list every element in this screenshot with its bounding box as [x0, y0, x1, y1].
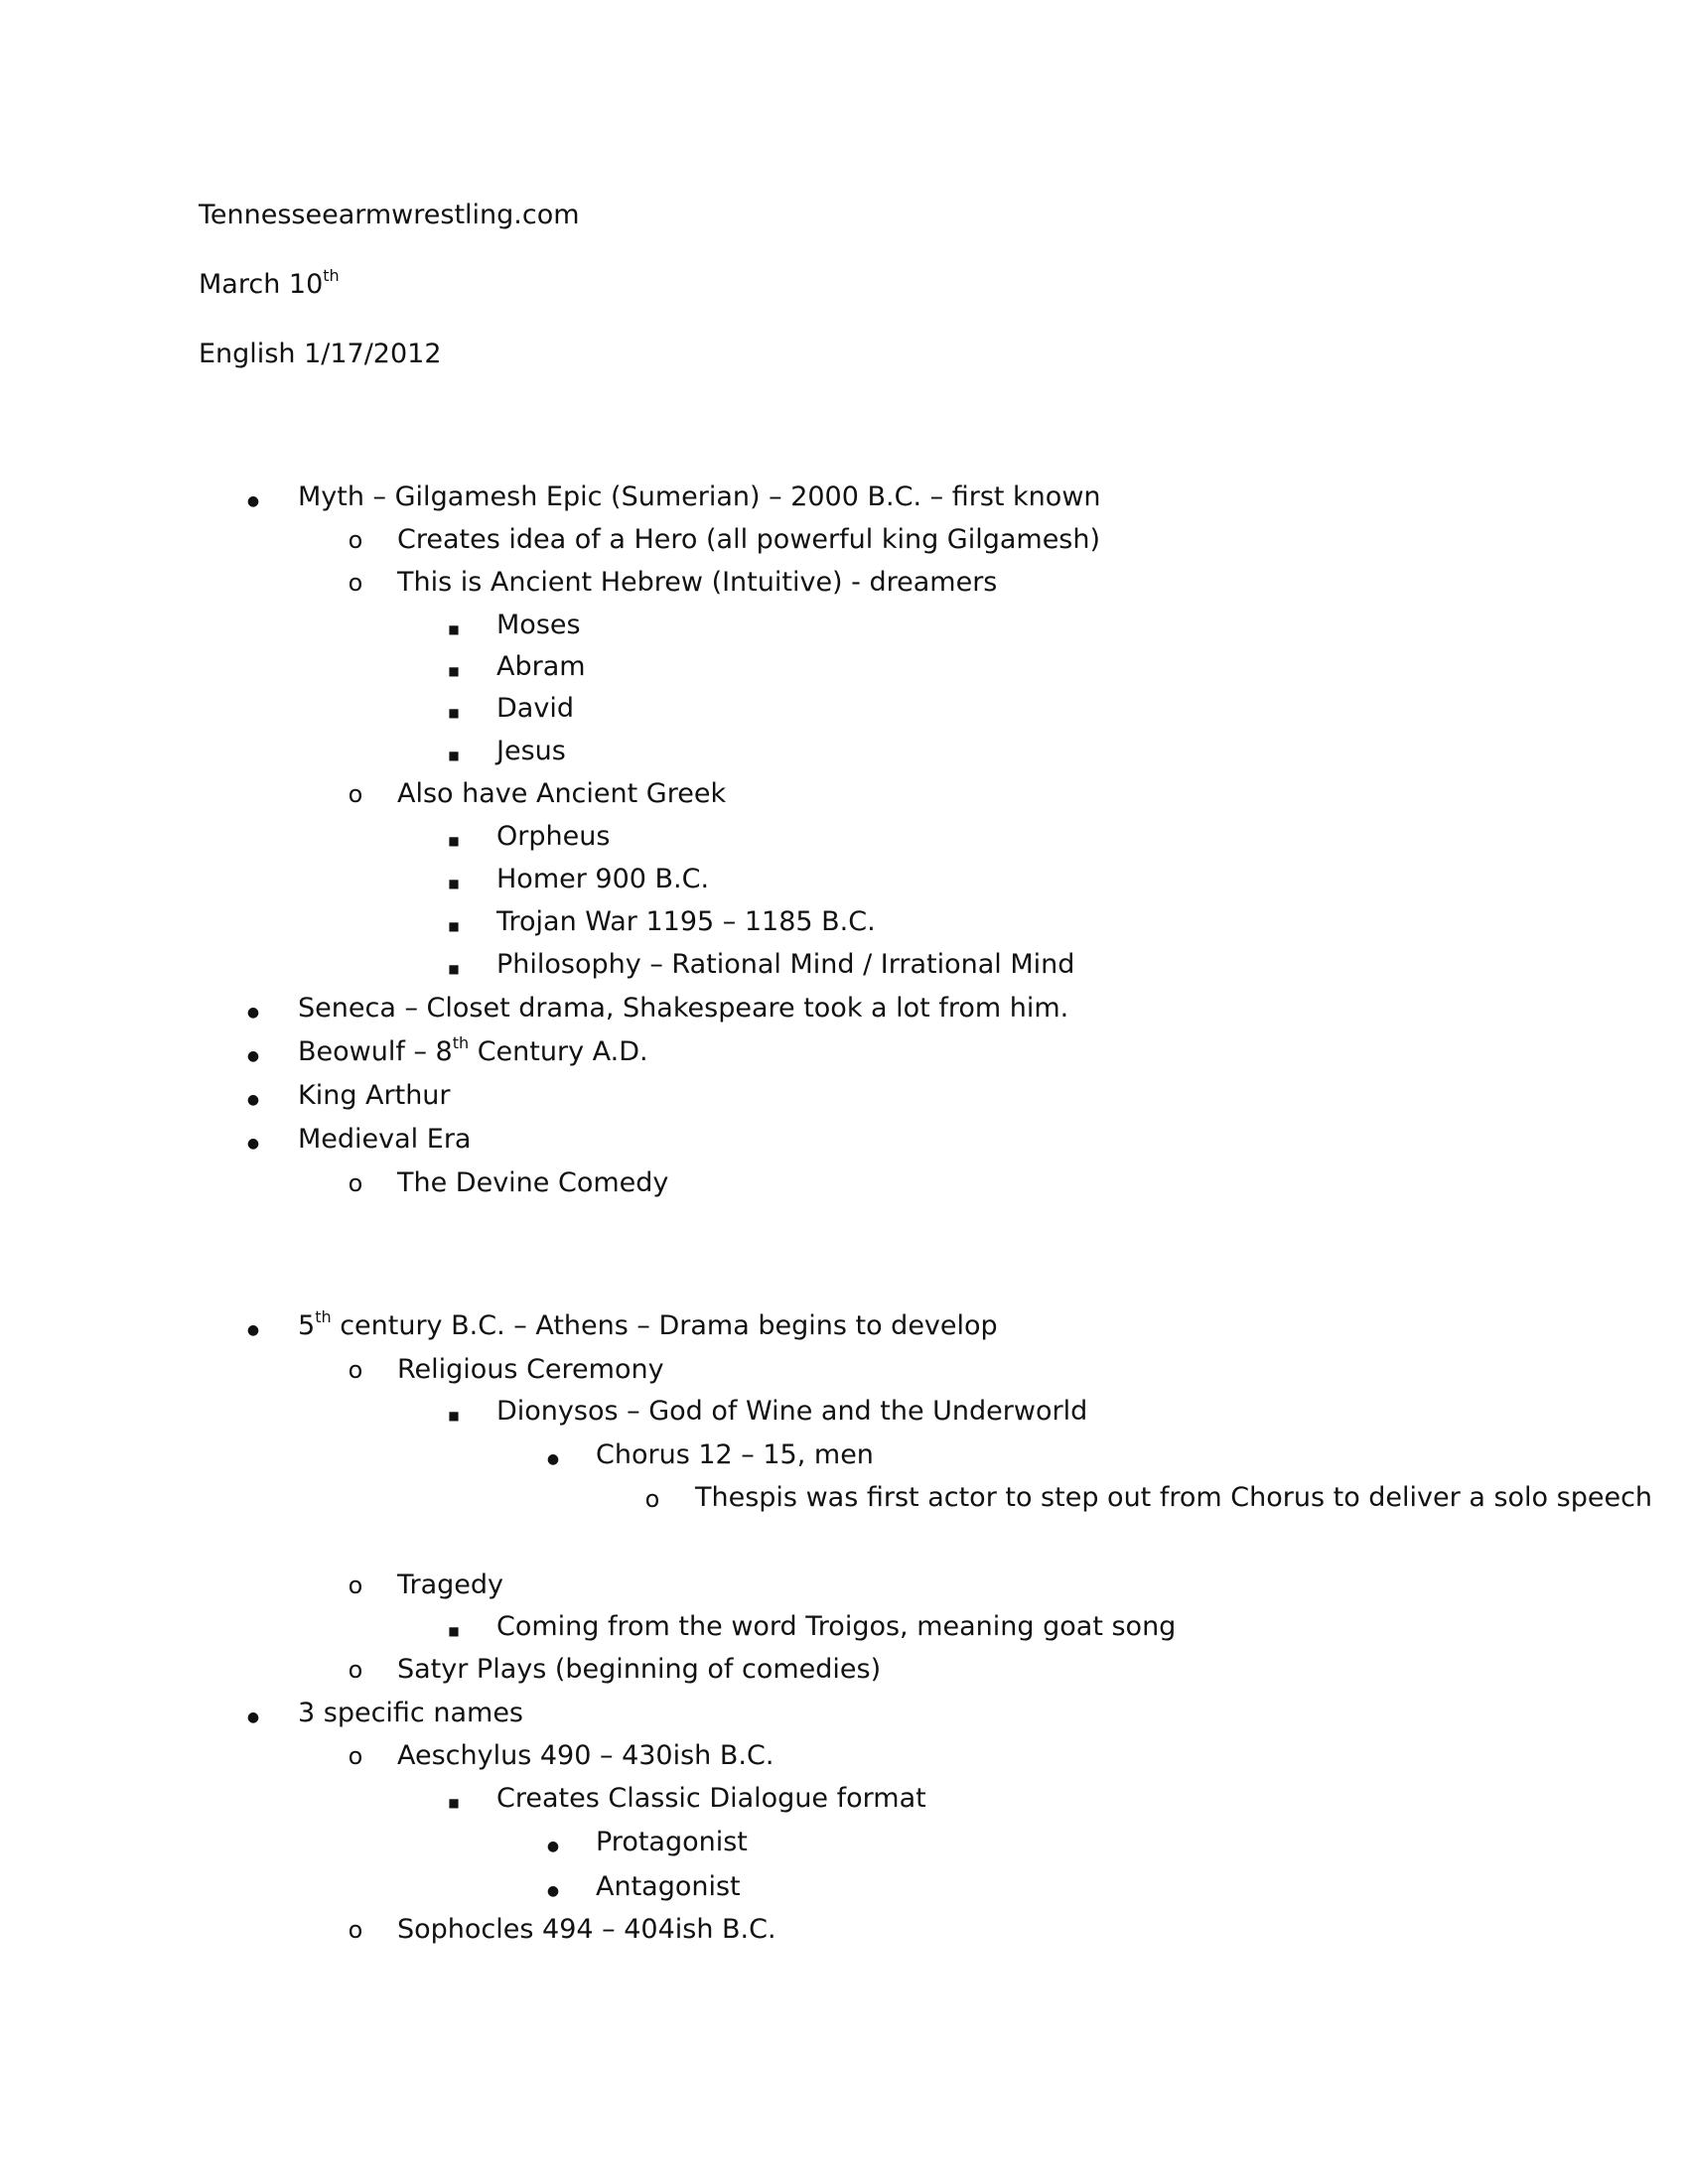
list-item-medieval: Medieval Era — [298, 1124, 472, 1155]
list-item-tragedy: Tragedy — [397, 1570, 504, 1600]
list-item-devine: The Devine Comedy — [397, 1167, 669, 1198]
square-bullet-icon — [444, 735, 464, 772]
list-item-hero: Creates idea of a Hero (all powerful king Gilgamesh) — [397, 524, 1101, 555]
square-bullet-icon — [444, 1395, 464, 1433]
list-item-satyr: Satyr Plays (beginning of comedies) — [397, 1654, 882, 1685]
square-bullet-icon — [444, 609, 464, 646]
bullet-icon — [543, 1826, 563, 1863]
list-item-dialogue: Creates Classic Dialogue format — [496, 1783, 926, 1814]
list-item-philosophy: Philosophy – Rational Mind / Irrational Mind — [496, 949, 1075, 980]
list-item-hebrew: This is Ancient Hebrew (Intuitive) - dreamers — [397, 567, 998, 598]
square-bullet-icon — [444, 948, 464, 986]
square-bullet-icon — [444, 1782, 464, 1820]
site-name: Tennesseearmwrestling.com — [199, 200, 580, 230]
list-item-myth: Myth – Gilgamesh Epic (Sumerian) – 2000 B.C. – first known — [298, 481, 1101, 512]
bullet-icon — [243, 480, 263, 518]
bullet-icon — [243, 992, 263, 1029]
bullet-icon — [243, 1079, 263, 1117]
circle-bullet-icon — [346, 1353, 365, 1387]
date-text: March 10 — [199, 269, 324, 300]
list-item-protagonist: Protagonist — [596, 1827, 748, 1857]
fifth-superscript: th — [315, 1307, 332, 1326]
list-item-aeschylus: Aeschylus 490 – 430ish B.C. — [397, 1740, 774, 1771]
circle-bullet-icon — [346, 566, 365, 600]
list-item-greek: Also have Ancient Greek — [397, 778, 727, 809]
beowulf-text-end: Century A.D. — [469, 1036, 648, 1067]
list-item-trojan: Trojan War 1195 – 1185 B.C. — [496, 906, 876, 937]
list-item-abram: Abram — [496, 651, 586, 682]
list-item-chorus: Chorus 12 – 15, men — [596, 1439, 874, 1470]
circle-bullet-icon — [346, 777, 365, 811]
bullet-icon — [543, 1438, 563, 1476]
circle-bullet-icon — [346, 1569, 365, 1602]
list-item-troigos: Coming from the word Troigos, meaning goat song — [496, 1611, 1177, 1642]
square-bullet-icon — [444, 650, 464, 688]
list-item-david: David — [496, 693, 574, 724]
date-superscript: th — [323, 266, 340, 285]
course-line: English 1/17/2012 — [199, 339, 442, 369]
list-item-seneca: Seneca – Closet drama, Shakespeare took a lot from him. — [298, 993, 1069, 1024]
bullet-icon — [543, 1870, 563, 1908]
list-item-three-names: 3 specific names — [298, 1698, 523, 1728]
fifth-text-end: century B.C. – Athens – Drama begins to develop — [331, 1310, 998, 1341]
square-bullet-icon — [444, 1610, 464, 1648]
square-bullet-icon — [444, 863, 464, 900]
bullet-icon — [243, 1035, 263, 1073]
beowulf-superscript: th — [452, 1033, 470, 1052]
list-item-sophocles: Sophocles 494 – 404ish B.C. — [397, 1914, 776, 1945]
circle-bullet-icon — [346, 523, 365, 557]
beowulf-text: Beowulf – 8 — [298, 1036, 453, 1067]
circle-bullet-icon — [346, 1913, 365, 1947]
fifth-text: 5 — [298, 1310, 316, 1341]
bullet-icon — [243, 1309, 263, 1347]
list-item-arthur: King Arthur — [298, 1080, 451, 1111]
list-item-antagonist: Antagonist — [596, 1871, 741, 1902]
square-bullet-icon — [444, 905, 464, 943]
list-item-moses: Moses — [496, 610, 581, 640]
circle-bullet-icon — [346, 1653, 365, 1687]
circle-bullet-icon — [346, 1739, 365, 1773]
date-line — [199, 268, 340, 302]
circle-bullet-icon — [642, 1482, 662, 1516]
list-item-orpheus: Orpheus — [496, 821, 611, 852]
bullet-icon — [243, 1123, 263, 1160]
list-item-homer: Homer 900 B.C. — [496, 864, 710, 894]
list-item-thespis: Thespis was first actor to step out from Chorus to deliver a solo speech — [695, 1482, 1653, 1513]
list-item-dionysos: Dionysos – God of Wine and the Underworld — [496, 1396, 1088, 1427]
square-bullet-icon — [444, 820, 464, 858]
circle-bullet-icon — [346, 1166, 365, 1200]
list-item-jesus: Jesus — [496, 736, 566, 766]
list-item-beowulf — [298, 1035, 648, 1069]
square-bullet-icon — [444, 692, 464, 730]
list-item-fifth-century — [298, 1309, 998, 1343]
list-item-religious: Religious Ceremony — [397, 1354, 664, 1385]
bullet-icon — [243, 1697, 263, 1734]
